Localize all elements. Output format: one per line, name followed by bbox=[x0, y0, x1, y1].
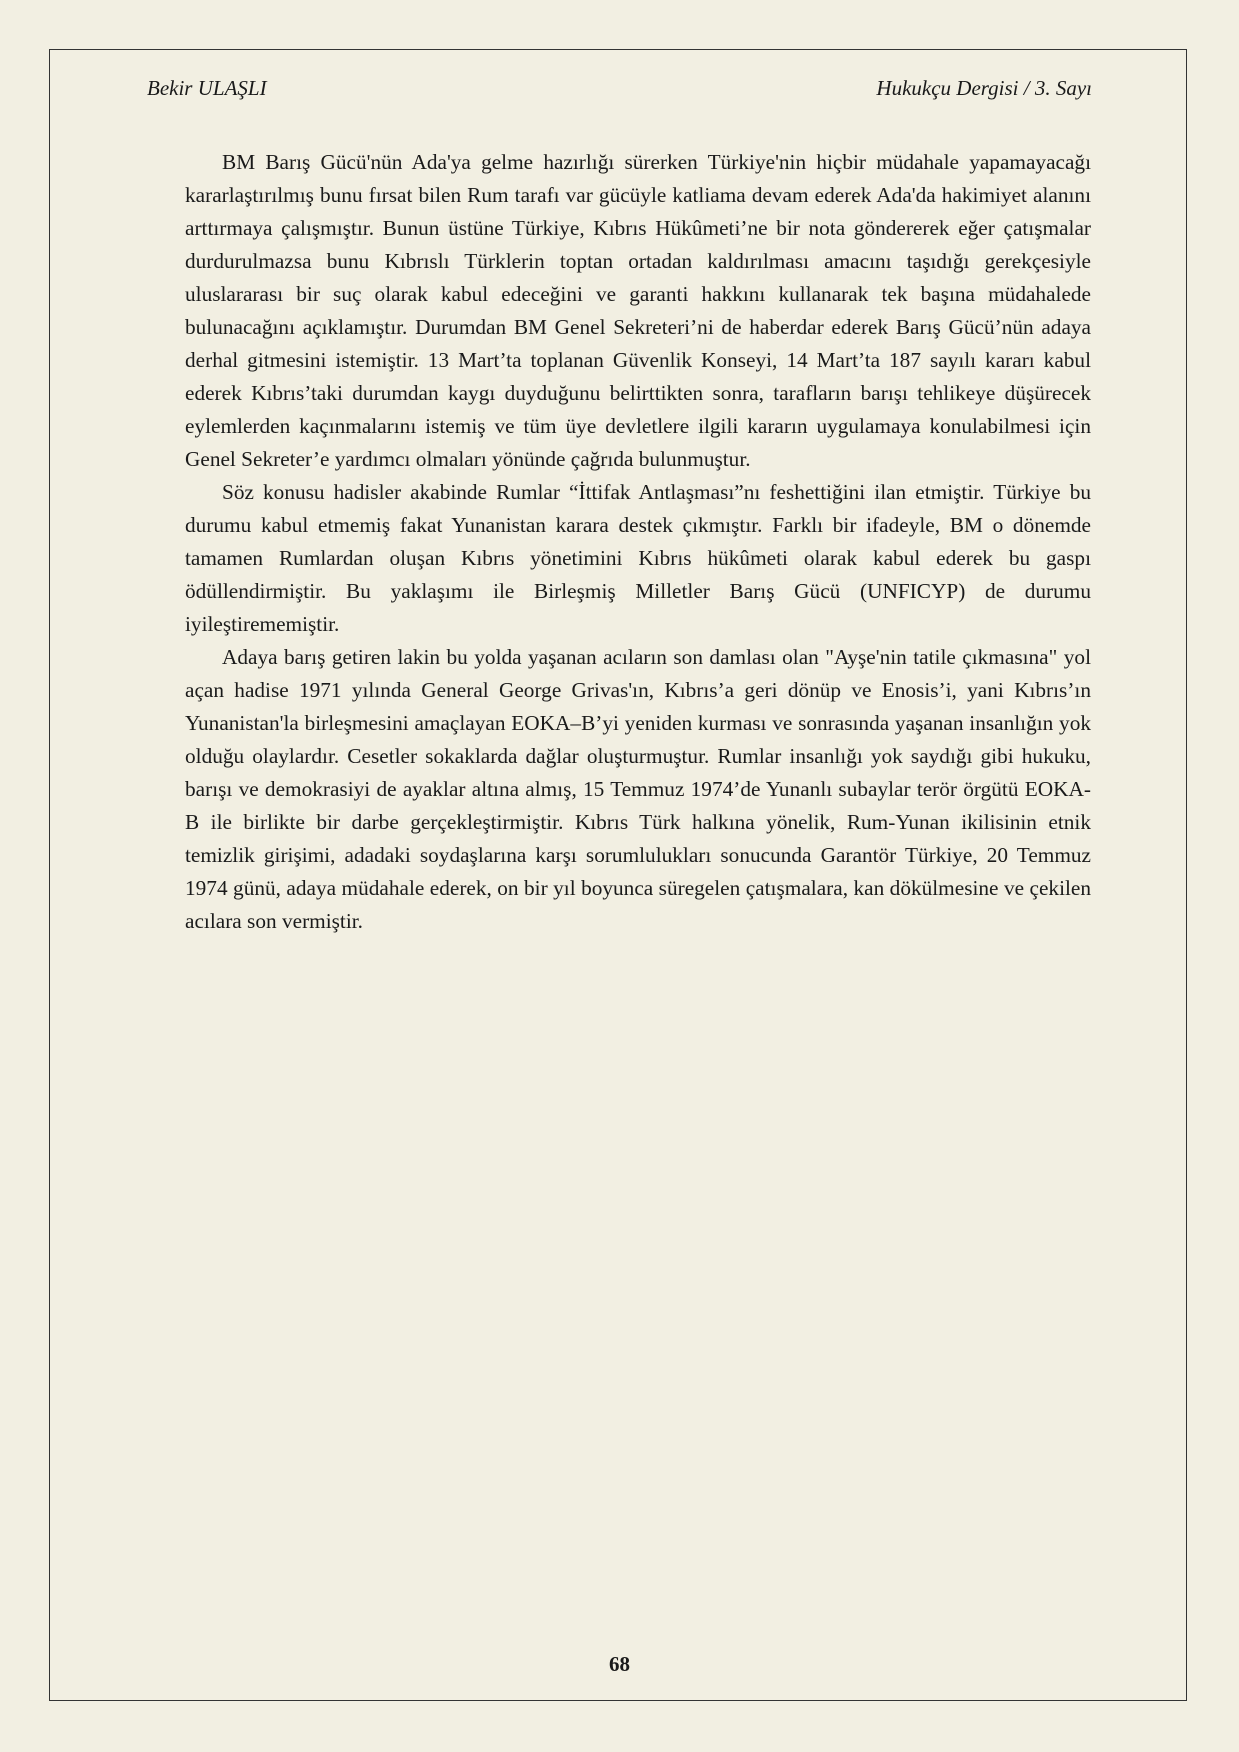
paragraph-2: Söz konusu hadisler akabinde Rumlar “İttifak Antlaşması”nı feshettiğini ilan etmiştir. Türkiye bu durumu kabul etmemiş fakat Yunanistan karara destek çıkmıştır. Farklı bir ifadeyle, BM o dönemde tamamen Rumlardan oluşan Kıbrıs yönetimini Kıbrıs hükûmeti olarak kabul ederek bu gaspı ödüllendirmiştir. Bu yaklaşımı ile Birleşmiş Milletler Barış Gücü (UNFICYP) de durumu iyileştirememiştir. bbox=[185, 480, 1091, 636]
running-head-author: Bekir ULAŞLI bbox=[147, 76, 267, 100]
body-text bbox=[185, 146, 1091, 938]
paragraph-3: Adaya barış getiren lakin bu yolda yaşanan acıların son damlası olan "Ayşe'nin tatile çıkmasına" yol açan hadise 1971 yılında General George Grivas'ın, Kıbrıs’a geri dönüp ve Enosis’i, yani Kıbrıs’ın Yunanistan'la birleşmesini amaçlayan EOKA–B’yi yeniden kurması ve sonrasında yaşanan insanlığın yok olduğu olaylardır. Cesetler sokaklarda dağlar oluşturmuştur. Rumlar insanlığı yok saydığı gibi hukuku, barışı ve demokrasiyi de ayaklar altına almış, 15 Temmuz 1974’de Yunanlı subaylar terör örgütü EOKA-B ile birlikte bir darbe gerçekleştirmiştir. Kıbrıs Türk halkına yönelik, Rum-Yunan ikilisinin etnik temizlik girişimi, adadaki soydaşlarına karşı sorumlulukları sonucunda Garantör Türkiye, 20 Temmuz 1974 günü, adaya müdahale ederek, on bir yıl boyunca süregelen çatışmalara, kan dökülmesine ve çekilen acılara son vermiştir. bbox=[185, 645, 1091, 933]
paragraph-1: BM Barış Gücü'nün Ada'ya gelme hazırlığı sürerken Türkiye'nin hiçbir müdahale yapamayacağı kararlaştırılmış bunu fırsat bilen Rum tarafı var gücüyle katliama devam ederek Ada'da hakimiyet alanını arttırmaya çalışmıştır. Bunun üstüne Türkiye, Kıbrıs Hükûmeti’ne bir nota göndererek eğer çatışmalar durdurulmazsa bunu Kıbrıslı Türklerin toptan ortadan kaldırılması amacını taşıdığı gerekçesiyle uluslararası bir suç olarak kabul edeceğini ve garanti hakkını kullanarak tek başına müdahalede bulunacağını açıklamıştır. Durumdan BM Genel Sekreteri’ni de haberdar ederek Barış Gücü’nün adaya derhal gitmesini istemiştir. 13 Mart’ta toplanan Güvenlik Konseyi, 14 Mart’ta 187 sayılı kararı kabul ederek Kıbrıs’taki durumdan kaygı duyduğunu belirttikten sonra, tarafların barışı tehlikeye düşürecek eylemlerden kaçınmalarını istemiş ve tüm üye devletlere ilgili kararın uygulamaya konulabilmesi için Genel Sekreter’e yardımcı olmaları yönünde çağrıda bulunmuştur. bbox=[185, 150, 1091, 471]
page-number: 68 bbox=[609, 1652, 630, 1676]
running-head-journal: Hukukçu Dergisi / 3. Sayı bbox=[876, 76, 1092, 100]
